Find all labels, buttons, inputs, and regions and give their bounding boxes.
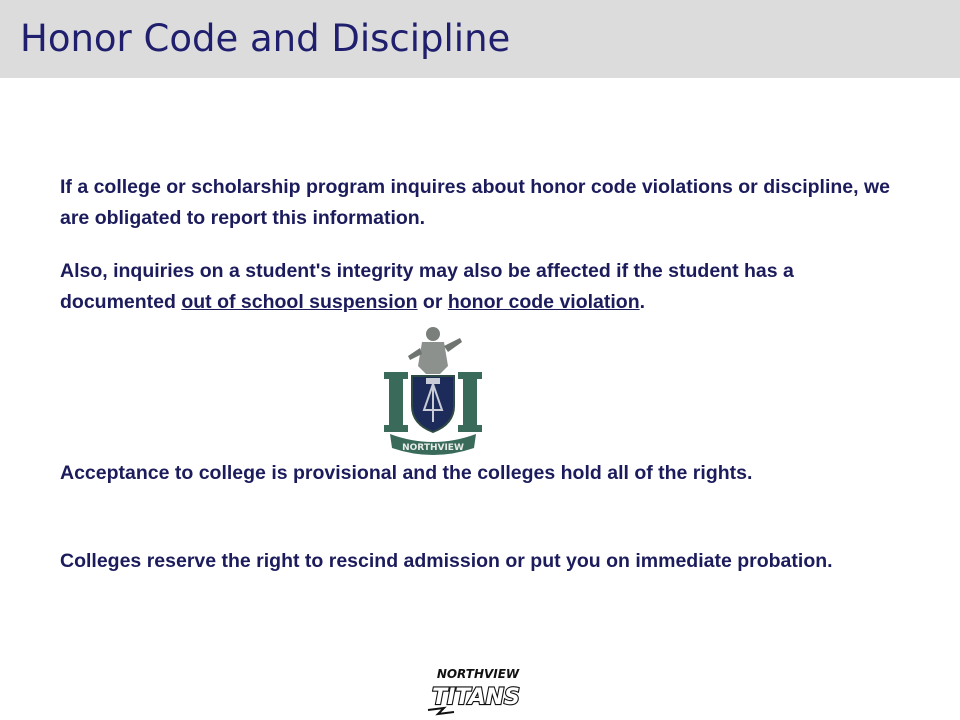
paragraph-integrity-period: . <box>639 291 646 313</box>
logo-northview-text: NORTHVIEW <box>436 667 520 681</box>
crest-banner-text: NORTHVIEW <box>402 443 464 453</box>
paragraph-integrity-or: or <box>417 291 448 313</box>
shield-icon <box>412 376 454 432</box>
left-pillar-icon <box>384 372 408 432</box>
paragraph-provisional-acceptance: Acceptance to college is provisional and the colleges hold all of the rights. <box>60 462 753 484</box>
crest-banner <box>390 434 476 455</box>
logo-titans-text: TITANS <box>432 685 520 710</box>
statue-figure-icon <box>408 327 462 374</box>
paragraph-integrity-text: Also, inquiries on a student's integrity may also be affected if the student has a documented <box>60 260 794 313</box>
link-honor-code-violation[interactable]: honor code violation <box>447 291 640 313</box>
right-pillar-icon <box>458 372 482 432</box>
paragraph-reporting-obligation: If a college or scholarship program inquires about honor code violations or discipline, we are obligated to report this information. <box>60 176 890 229</box>
northview-crest-image <box>380 322 486 460</box>
link-out-of-school-suspension[interactable]: out of school suspension <box>181 291 418 313</box>
paragraph-integrity <box>60 256 910 318</box>
northview-titans-logo <box>414 658 540 720</box>
page-title: Honor Code and Discipline <box>20 17 511 60</box>
paragraph-rescind-admission: Colleges reserve the right to rescind admission or put you on immediate probation. <box>60 550 833 572</box>
